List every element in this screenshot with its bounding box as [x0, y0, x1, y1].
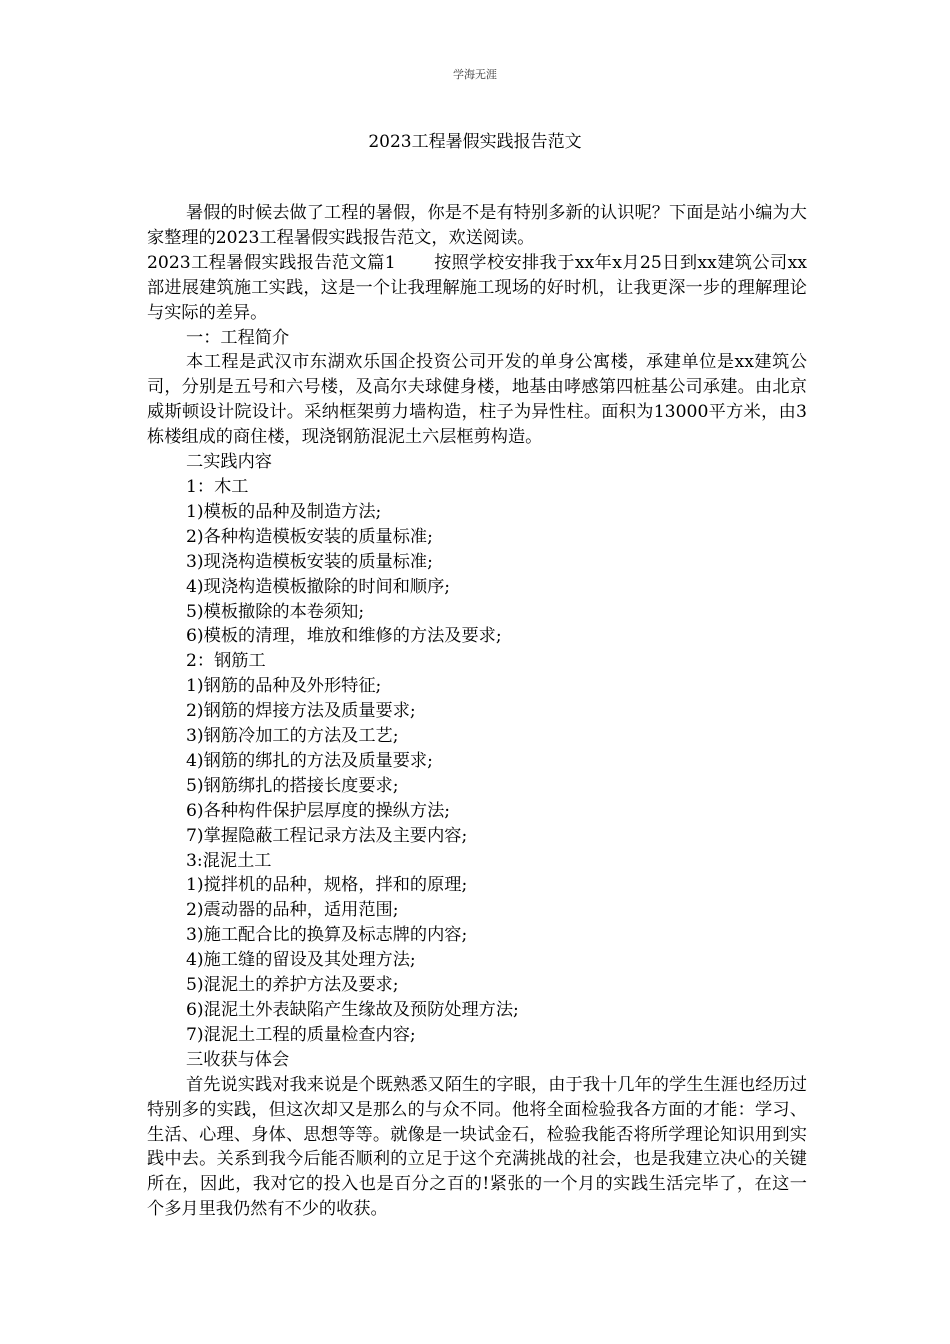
list-item: 2)各种构造模板安装的质量标准;: [186, 526, 433, 547]
intro-paragraph: 暑假的时候去做了工程的暑假，你是不是有特别多新的认识呢？下面是站小编为大家整理的2023工程暑假实践报告范文，欢送阅读。: [147, 203, 807, 248]
list-item: 6)模板的清理，堆放和维修的方法及要求;: [186, 626, 502, 647]
list-item: 5)钢筋绑扎的搭接长度要求;: [186, 775, 399, 796]
article-heading: 2023工程暑假实践报告范文篇1: [147, 252, 396, 273]
list-item: 3)施工配合比的换算及标志牌的内容;: [186, 925, 468, 946]
document-body: [147, 201, 807, 1222]
list-item: 4)施工缝的留设及其处理方法;: [186, 950, 416, 971]
list-item: 2)钢筋的焊接方法及质量要求;: [186, 701, 416, 722]
article-paragraph: [147, 251, 807, 326]
section2-heading: 二实践内容: [186, 452, 272, 473]
list-item: 2)震动器的品种，适用范围;: [186, 900, 399, 921]
list-item: 1)钢筋的品种及外形特征;: [186, 676, 382, 697]
section1-heading: 一：工程简介: [186, 327, 290, 348]
page-header: 学海无涯: [453, 68, 497, 81]
list-item: 5)混泥土的养护方法及要求;: [186, 975, 399, 996]
list-item: 4)钢筋的绑扎的方法及质量要求;: [186, 750, 433, 771]
list-item: 3)现浇构造模板安装的质量标准;: [186, 551, 433, 572]
section1-text: 本工程是武汉市东湖欢乐国企投资公司开发的单身公寓楼，承建单位是xx建筑公司，分别是五号和六号楼，及高尔夫球健身楼，地基由哮感第四桩基公司承建。由北京威斯顿设计院设计。采纳框架剪力墙构造，柱子为异性柱。面积为13000平方米，由3栋楼组成的商住楼，现浇钢筋混泥土六层框剪构造。: [147, 352, 807, 448]
list-item: 5)模板撤除的本卷须知;: [186, 601, 365, 622]
list-item: 3)钢筋冷加工的方法及工艺;: [186, 726, 399, 747]
list-item: 6)混泥土外表缺陷产生缘故及预防处理方法;: [186, 1000, 519, 1020]
article-opening: 按照学校安排我于xx年x月25日到xx建筑公司xx部进展建筑施工实践，这是一个让我理解施工现场的好时机，让我更深一步的理解理论与实际的差异。: [147, 252, 807, 323]
document-title: 2023工程暑假实践报告范文: [368, 132, 582, 152]
group-title-rebar: 2：钢筋工: [186, 651, 266, 672]
list-item: 1)模板的品种及制造方法;: [186, 501, 382, 522]
list-item: 6)各种构件保护层厚度的操纵方法;: [186, 800, 451, 821]
section3-heading: 三收获与体会: [186, 1049, 290, 1070]
list-item: 1)搅拌机的品种，规格，拌和的原理;: [186, 875, 468, 896]
list-item: 4)现浇构造模板撤除的时间和顺序;: [186, 576, 451, 597]
group-title-carpentry: 1：木工: [186, 476, 249, 497]
section3-text: 首先说实践对我来说是个既熟悉又陌生的字眼，由于我十几年的学生生涯也经历过特别多的实践，但这次却又是那么的与众不同。他将全面检验我各方面的才能：学习、生活、心理、身体、思想等等。就像是一块试金石，检验我能否将所学理论知识用到实践中去。关系到我今后能否顺利的立足于这个充满挑战的社会，也是我建立决心的关键所在，因此，我对它的投入也是百分之百的!紧张的一个月的实践生活完毕了，在这一个多月里我仍然有不少的收获。: [147, 1074, 807, 1220]
list-item: 7)混泥土工程的质量检查内容;: [186, 1024, 416, 1045]
list-item: 7)掌握隐蔽工程记录方法及主要内容;: [186, 825, 468, 846]
group-title-concrete: 3:混泥土工: [186, 850, 272, 871]
